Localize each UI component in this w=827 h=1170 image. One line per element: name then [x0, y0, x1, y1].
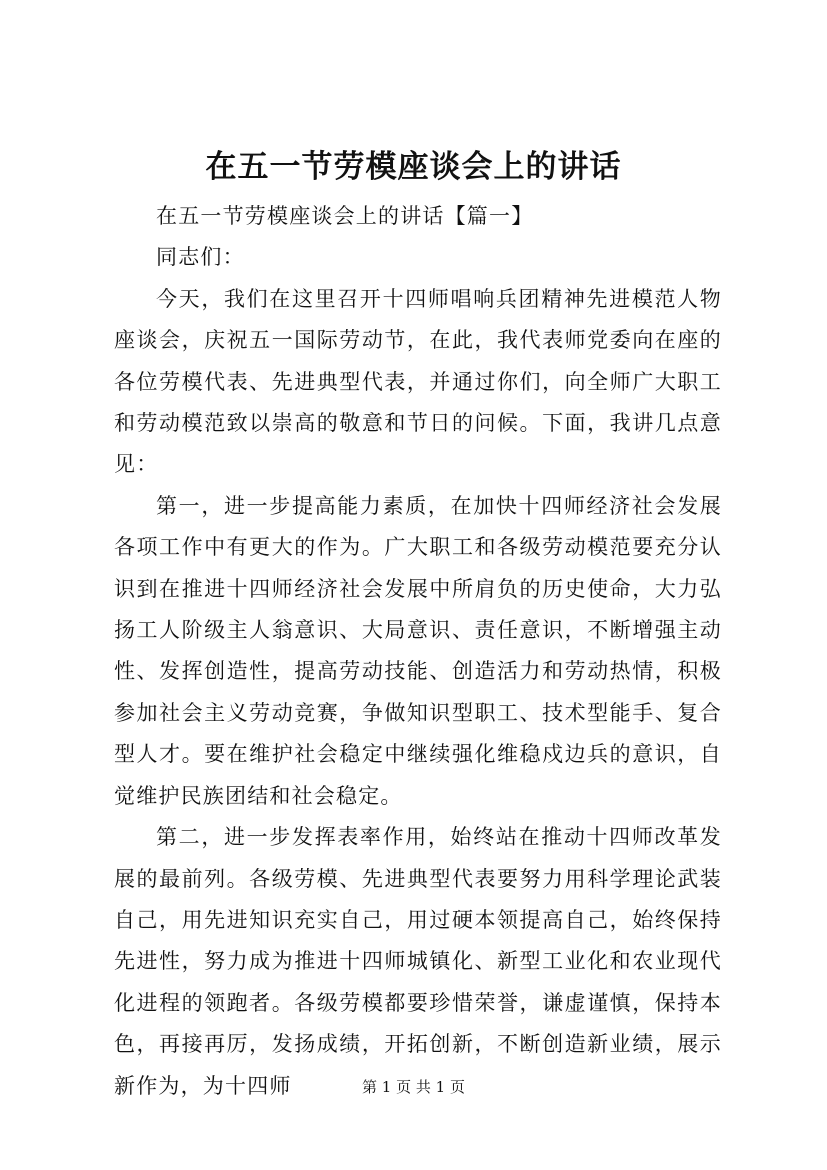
page-footer: 第 1 页 共 1 页	[362, 1078, 465, 1096]
salutation: 同志们：	[156, 245, 245, 270]
document-title: 在五一节劳模座谈会上的讲话	[205, 149, 622, 185]
paragraph-first-point: 第一，进一步提高能力素质，在加快十四师经济社会发展各项工作中有更大的作为。广大职工和各级劳动模范要充分认识到在推进十四师经济社会发展中所肩负的历史使命，大力弘扬工人阶级主人翁意识、大局意识、责任意识，不断增强主动性、发挥创造性，提高劳动技能、创造活力和劳动热情，积极参加社会主义劳动竞赛，争做知识型职工、技术型能手、复合型人才。要在维护社会稳定中继续强化维稳戍边兵的意识，自觉维护民族团结和社会稳定。	[114, 493, 722, 808]
section-heading: 在五一节劳模座谈会上的讲话【篇一】	[156, 204, 534, 228]
document-body	[114, 196, 722, 1107]
paragraph-second-point: 第二，进一步发挥表率作用，始终站在推动十四师改革发展的最前列。各级劳模、先进典型代表要努力用科学理论武装自己，用先进知识充实自己，用过硬本领提高自己，始终保持先进性，努力成为推进十四师城镇化、新型工业化和农业现代化进程的领跑者。各级劳模都要珍惜荣誉，谦虚谨慎，保持本色，再接再厉，发扬成绩，开拓创新，不断创造新业绩，展示新作为，为十四师	[114, 825, 722, 1098]
paragraph-intro: 今天，我们在这里召开十四师唱响兵团精神先进模范人物座谈会，庆祝五一国际劳动节，在此，我代表师党委向在座的各位劳模代表、先进典型代表，并通过你们，向全师广大职工和劳动模范致以崇高的敬意和节日的问候。下面，我讲几点意见：	[114, 286, 722, 477]
